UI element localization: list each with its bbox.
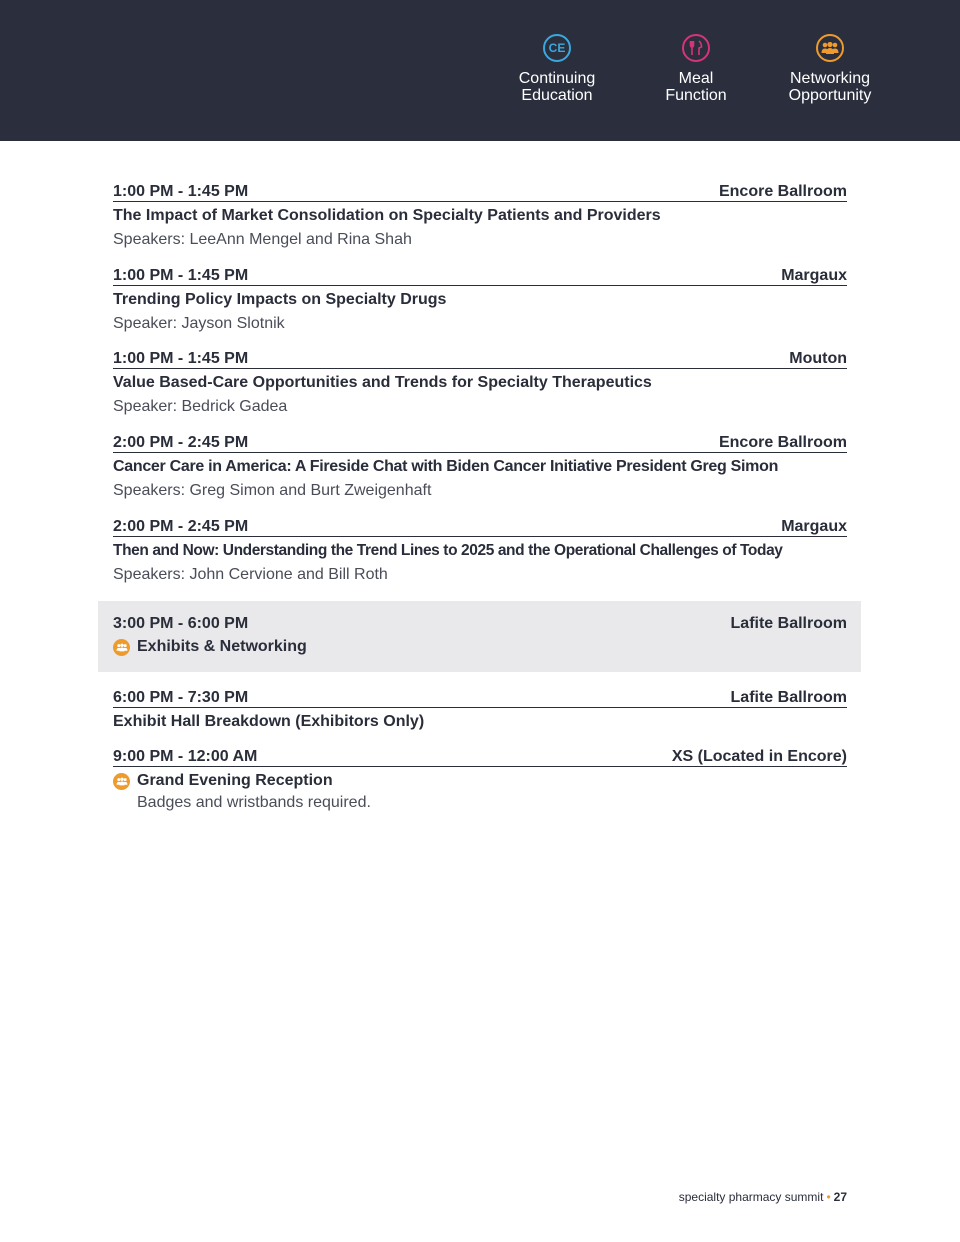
legend-networking-opportunity	[770, 34, 890, 104]
session-header	[113, 348, 847, 369]
session-time: 1:00 PM - 1:45 PM	[113, 350, 249, 367]
session-header	[113, 746, 847, 767]
session-time: 2:00 PM - 2:45 PM	[113, 434, 249, 451]
session-entry	[113, 516, 847, 585]
session-time: 3:00 PM - 6:00 PM	[113, 615, 249, 632]
legend-meal-function	[636, 34, 756, 104]
session-title: The Impact of Market Consolidation on Specialty Patients and Providers	[113, 207, 661, 224]
legend-label: Continuing	[518, 70, 596, 87]
header-bar	[0, 0, 960, 141]
session-entry	[113, 265, 847, 334]
session-room: Margaux	[781, 518, 847, 535]
session-entry	[113, 687, 847, 732]
legend-label: Education	[521, 87, 593, 104]
session-room: Encore Ballroom	[718, 434, 847, 451]
page-number: 27	[833, 1190, 847, 1204]
session-entry	[113, 181, 847, 250]
session-title: Grand Evening Reception	[137, 772, 333, 789]
session-room: Lafite Ballroom	[730, 689, 847, 706]
session-header	[113, 432, 847, 453]
session-header	[113, 516, 847, 537]
session-speakers: Speakers: LeeAnn Mengel and Rina Shah	[113, 231, 412, 248]
footer-text: specialty pharmacy summit	[678, 1190, 824, 1204]
session-header	[113, 613, 847, 633]
session-title-row	[113, 637, 847, 657]
session-speakers: Speakers: John Cervione and Bill Roth	[113, 566, 388, 583]
session-title: Then and Now: Understanding the Trend Lines to 2025 and the Operational Challenges of Today	[113, 542, 783, 559]
ce-icon: CE	[543, 34, 571, 62]
session-room: Lafite Ballroom	[730, 615, 847, 632]
session-time: 1:00 PM - 1:45 PM	[113, 267, 249, 284]
session-header	[113, 687, 847, 708]
session-time: 2:00 PM - 2:45 PM	[113, 518, 249, 535]
session-time: 1:00 PM - 1:45 PM	[113, 183, 249, 200]
session-room: XS (Located in Encore)	[671, 748, 847, 765]
session-title: Exhibit Hall Breakdown (Exhibitors Only)	[113, 713, 425, 730]
legend-label: Function	[665, 87, 727, 104]
legend-label: Meal	[678, 70, 714, 87]
fork-knife-icon	[682, 34, 710, 62]
session-speakers: Speakers: Greg Simon and Burt Zweigenhaft	[113, 482, 432, 499]
session-note: Badges and wristbands required.	[137, 794, 371, 811]
bullet-icon: •	[826, 1190, 831, 1204]
session-room: Margaux	[781, 267, 847, 284]
people-icon	[113, 773, 130, 790]
legend-label: Opportunity	[788, 87, 872, 104]
session-title: Cancer Care in America: A Fireside Chat with Biden Cancer Initiative President Greg Simon	[113, 458, 779, 475]
session-time: 6:00 PM - 7:30 PM	[113, 689, 249, 706]
people-icon	[816, 34, 844, 62]
session-entry	[113, 432, 847, 501]
session-title: Value Based-Care Opportunities and Trends for Specialty Therapeutics	[113, 374, 652, 391]
legend-label: Networking	[789, 70, 871, 87]
legend-continuing-education	[497, 34, 617, 104]
session-entry	[113, 348, 847, 417]
session-time: 9:00 PM - 12:00 AM	[113, 748, 258, 765]
session-entry	[113, 746, 847, 813]
session-title-row	[113, 771, 847, 791]
exhibits-entry	[113, 613, 847, 657]
session-title: Exhibits & Networking	[137, 638, 307, 655]
people-icon	[113, 639, 130, 656]
session-speakers: Speaker: Bedrick Gadea	[113, 398, 288, 415]
session-title: Trending Policy Impacts on Specialty Drugs	[113, 291, 447, 308]
session-speakers: Speaker: Jayson Slotnik	[113, 315, 285, 332]
session-room: Mouton	[789, 350, 847, 367]
session-room: Encore Ballroom	[718, 183, 847, 200]
session-header	[113, 181, 847, 202]
session-header	[113, 265, 847, 286]
page-footer	[600, 1190, 847, 1204]
